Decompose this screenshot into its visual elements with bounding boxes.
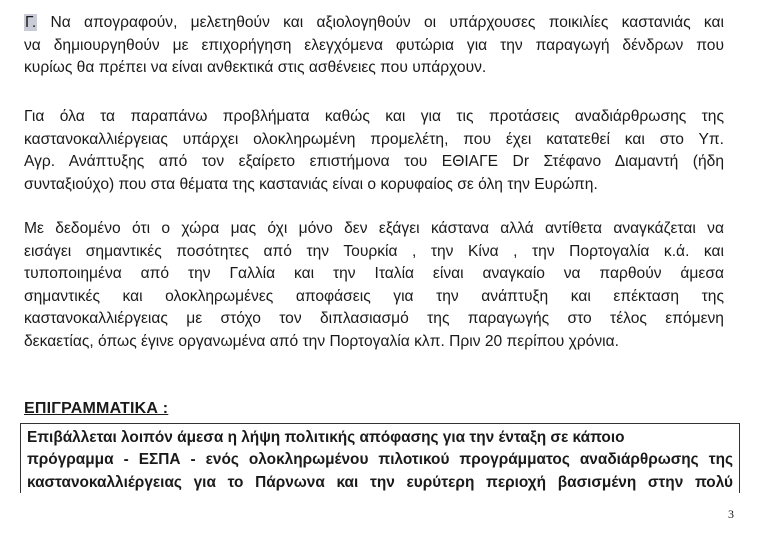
paragraph-line: να δημιουργηθούν με επιχορήγηση ελεγχόμενα φυτώρια για την παραγωγή δένδρων που [24,36,724,54]
paragraph-line: Γ. Να απογραφούν, μελετηθούν και αξιολογηθούν οι υπάρχουσες ποικιλίες καστανιάς και [25,14,724,31]
summary-heading: ΕΠΙΓΡΑΜΜΑΤΙΚΑ : [24,400,169,417]
paragraph-line: Με δεδομένο ότι ο χώρα μας όχι μόνο δεν εξάγει κάστανα αλλά αντίθετα αναγκάζεται να [24,220,724,237]
paragraph-imports [24,218,724,354]
paragraph-line: καστανοκαλλιέργειας με στόχο τον διπλασιασμό της παραγωγής στο τέλος επόμενη [24,310,724,328]
paragraph-line: καστανοκαλλιέργειας υπάρχει ολοκληρωμένη προμελέτη, που έχει κατατεθεί και στο Υπ. [24,130,724,148]
paragraph-line: σημαντικές και ολοκληρωμένες αποφάσεις για την ανάπτυξη και επέκταση της [24,287,724,305]
page-number: 3 [728,507,734,521]
summary-line: Επιβάλλεται λοιπόν άμεσα η λήψη πολιτικής απόφασης για την ένταξη σε κάποιο [27,429,625,446]
paragraph-line: εισάγει σημαντικές ποσότητες από την Τουρκία , την Κίνα , την Πορτογαλία κ.ά. και [24,242,724,260]
paragraph-line: Αγρ. Ανάπτυξης από τον εξαίρετο επιστήμονα του ΕΘΙΑΓΕ Dr Στέφανο Διαμαντή (ήδη [24,153,724,171]
paragraph-line: τυποποιημένα από την Γαλλία και την Ιταλία είναι αναγκαίο να παρθούν άμεσα [24,265,724,283]
paragraph-g [24,12,724,80]
summary-box [20,423,740,493]
summary-line: καστανοκαλλιέργειας για το Πάρνωνα και την ευρύτερη περιοχή βασισμένη στην πολύ [27,473,733,491]
paragraph-study [24,106,724,196]
paragraph-line: Για όλα τα παραπάνω προβλήματα καθώς και για τις προτάσεις αναδιάρθρωσης της [24,108,724,125]
paragraph-line: κυρίως θα πρέπει να είναι ανθεκτικά στις ασθένειες που υπάρχουν. [24,59,487,77]
paragraph-line: δεκαετίας, όπως έγινε οργανωμένα από την Πορτογαλία κλπ. Πριν 20 περίπου χρόνια. [24,332,619,350]
paragraph-line: συνταξιούχο) που στα θέματα της καστανιάς είναι ο κορυφαίος σε όλη την Ευρώπη. [24,175,598,193]
list-marker: Γ. [25,14,37,31]
summary-line: πρόγραμμα - ΕΣΠΑ - ενός ολοκληρωμένου πιλοτικού προγράμματος αναδιάρθρωσης της [27,451,733,469]
